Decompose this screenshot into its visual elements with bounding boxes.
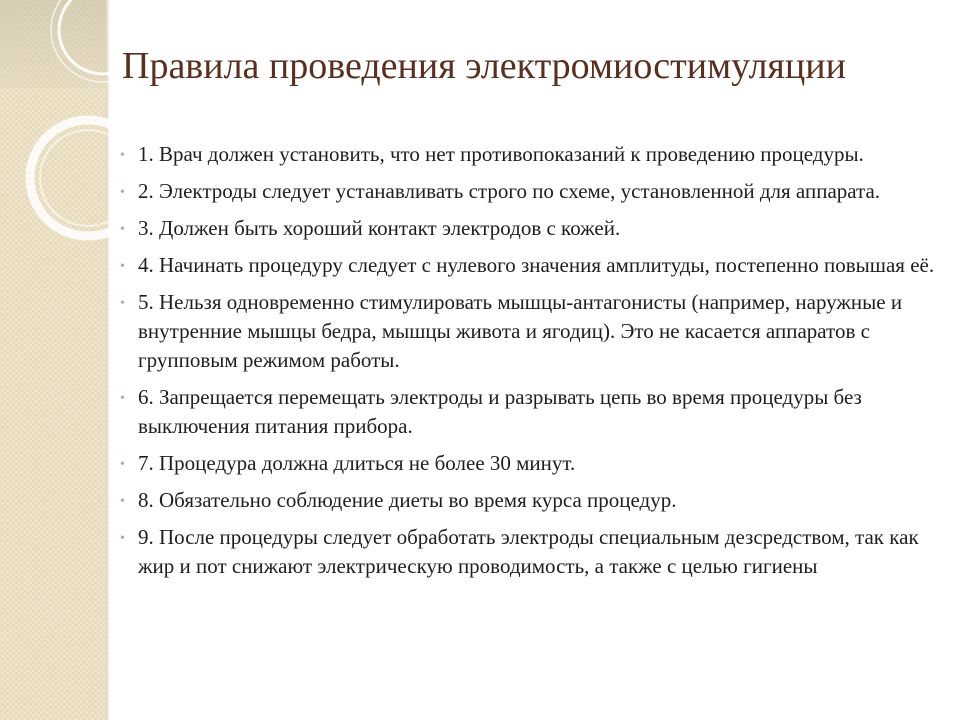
list-item-text: 9. После процедуры следует обработать электроды специальным дезсредством, так как жир и пот снижают электрическую проводимость, а также с целью гигиены: [138, 525, 919, 578]
list-item: [114, 486, 950, 515]
list-item-text: 1. Врач должен установить, что нет противопоказаний к проведению процедуры.: [138, 142, 864, 166]
bullet-icon: •: [120, 185, 125, 200]
list-item-text: 7. Процедура должна длиться не более 30 минут.: [138, 451, 576, 475]
list-item: [114, 449, 950, 478]
bullet-icon: •: [120, 494, 125, 509]
bullet-icon: •: [120, 259, 125, 274]
bullet-icon: •: [120, 222, 125, 237]
bullet-icon: •: [120, 531, 125, 546]
bullet-icon: •: [120, 148, 125, 163]
list-item: [114, 214, 950, 243]
list-item: [114, 140, 950, 169]
list-item: [114, 177, 950, 206]
bullet-icon: •: [120, 296, 125, 311]
list-item-text: 5. Нельзя одновременно стимулировать мышцы-антагонисты (например, наружные и внутренние мышцы бедра, мышцы живота и ягодиц). Это не касается аппаратов с групповым режимом работы.: [138, 290, 903, 372]
list-item-text: 3. Должен быть хороший контакт электродов с кожей.: [138, 216, 621, 240]
list-item-text: 8. Обязательно соблюдение диеты во время курса процедур.: [138, 488, 677, 512]
list-item: [114, 288, 950, 375]
list-item-text: 2. Электроды следует устанавливать строго по схеме, установленной для аппарата.: [138, 179, 881, 203]
list-item: [114, 523, 950, 581]
list-item: [114, 383, 950, 441]
bullet-icon: •: [120, 457, 125, 472]
list-item-text: 4. Начинать процедуру следует с нулевого значения амплитуды, постепенно повышая её.: [138, 253, 935, 277]
bullet-icon: •: [120, 391, 125, 406]
rules-list: [114, 140, 950, 589]
list-item: [114, 251, 950, 280]
list-item-text: 6. Запрещается перемещать электроды и разрывать цепь во время процедуры без выключения питания прибора.: [138, 385, 862, 438]
slide-title: Правила проведения электромиостимуляции: [122, 45, 846, 87]
